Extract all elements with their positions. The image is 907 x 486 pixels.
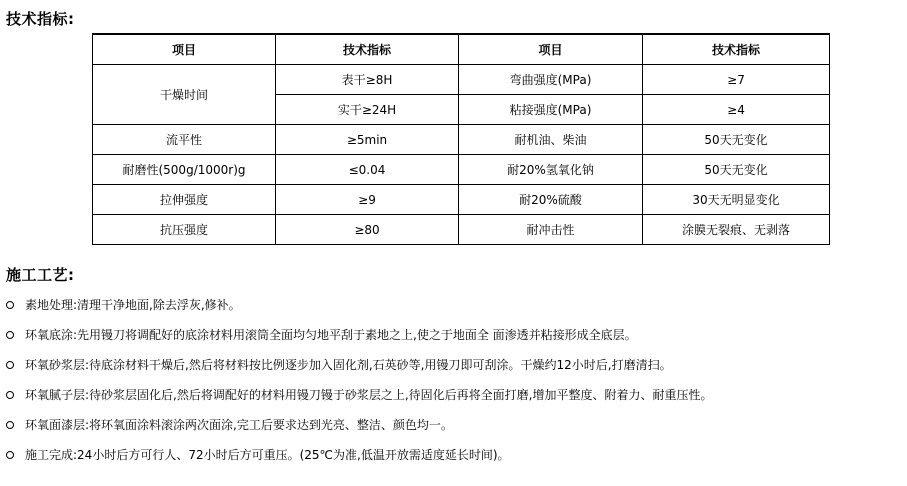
table-cell: 50天无变化 xyxy=(643,125,830,155)
list-item xyxy=(0,290,907,320)
list-item xyxy=(0,440,907,470)
cell-surface-dry: 表干≥8H xyxy=(276,65,459,95)
cell-drying-time: 干燥时间 xyxy=(93,65,276,125)
table-cell: 涂膜无裂痕、无剥落 xyxy=(643,215,830,245)
list-item xyxy=(0,410,907,440)
table-cell: 耐磨性(500g/1000r)g xyxy=(93,155,276,185)
circle-bullet-icon xyxy=(6,451,14,459)
step-text: 环氧底涂:先用镘刀将调配好的底涂材料用滚筒全面均匀地平刮于素地之上,使之于地面全 面渗透并粘接形成全底层。 xyxy=(25,328,637,342)
cell-flexural-strength: 弯曲强度(MPa) xyxy=(459,65,643,95)
cell-flexural-value: ≥7 xyxy=(643,65,830,95)
table-row xyxy=(93,125,830,155)
circle-bullet-icon xyxy=(6,421,14,429)
circle-bullet-icon xyxy=(6,331,14,339)
table-row xyxy=(93,215,830,245)
cell-bond-value: ≥4 xyxy=(643,95,830,125)
table-cell: 30天无明显变化 xyxy=(643,185,830,215)
list-item xyxy=(0,320,907,350)
list-item xyxy=(0,350,907,380)
cell-solid-dry: 实干≥24H xyxy=(276,95,459,125)
table-cell: ≥5min xyxy=(276,125,459,155)
table-cell: 耐冲击性 xyxy=(459,215,643,245)
header-item: 项目 xyxy=(459,34,643,65)
circle-bullet-icon xyxy=(6,301,14,309)
table-cell: ≥9 xyxy=(276,185,459,215)
table-cell: ≥80 xyxy=(276,215,459,245)
table-row xyxy=(93,65,830,95)
header-spec: 技术指标 xyxy=(276,34,459,65)
table-cell: 流平性 xyxy=(93,125,276,155)
circle-bullet-icon xyxy=(6,361,14,369)
table-cell: 耐20%氢氧化钠 xyxy=(459,155,643,185)
process-steps-list xyxy=(0,290,907,470)
header-spec: 技术指标 xyxy=(643,34,830,65)
step-text: 环氧砂浆层:待底涂材料干燥后,然后将材料按比例逐步加入固化剂,石英砂等,用镘刀即可刮涂。干燥约12小时后,打磨清扫。 xyxy=(25,358,672,372)
spec-table xyxy=(92,33,830,245)
table-cell: 抗压强度 xyxy=(93,215,276,245)
circle-bullet-icon xyxy=(6,391,14,399)
step-text: 环氧面漆层:将环氧面涂料滚涂两次面涂,完工后要求达到光亮、整洁、颜色均一。 xyxy=(25,418,453,432)
process-section-title: 施工工艺: xyxy=(6,266,75,284)
table-cell: 耐20%硫酸 xyxy=(459,185,643,215)
table-row xyxy=(93,185,830,215)
table-header-row xyxy=(93,34,830,65)
list-item xyxy=(0,380,907,410)
table-cell: 耐机油、柴油 xyxy=(459,125,643,155)
table-cell: 50天无变化 xyxy=(643,155,830,185)
table-cell: 拉伸强度 xyxy=(93,185,276,215)
step-text: 环氧腻子层:待砂浆层固化后,然后将调配好的材料用镘刀镘于砂浆层之上,待固化后再将全面打磨,增加平整度、附着力、耐重压性。 xyxy=(25,388,713,402)
table-row xyxy=(93,155,830,185)
table-cell: ≤0.04 xyxy=(276,155,459,185)
step-text: 施工完成:24小时后方可行人、72小时后方可重压。(25℃为准,低温开放需适度延长时间)。 xyxy=(25,448,510,462)
spec-section-title: 技术指标: xyxy=(6,10,75,28)
step-text: 素地处理:清理干净地面,除去浮灰,修补。 xyxy=(25,298,241,312)
header-item: 项目 xyxy=(93,34,276,65)
cell-bond-strength: 粘接强度(MPa) xyxy=(459,95,643,125)
